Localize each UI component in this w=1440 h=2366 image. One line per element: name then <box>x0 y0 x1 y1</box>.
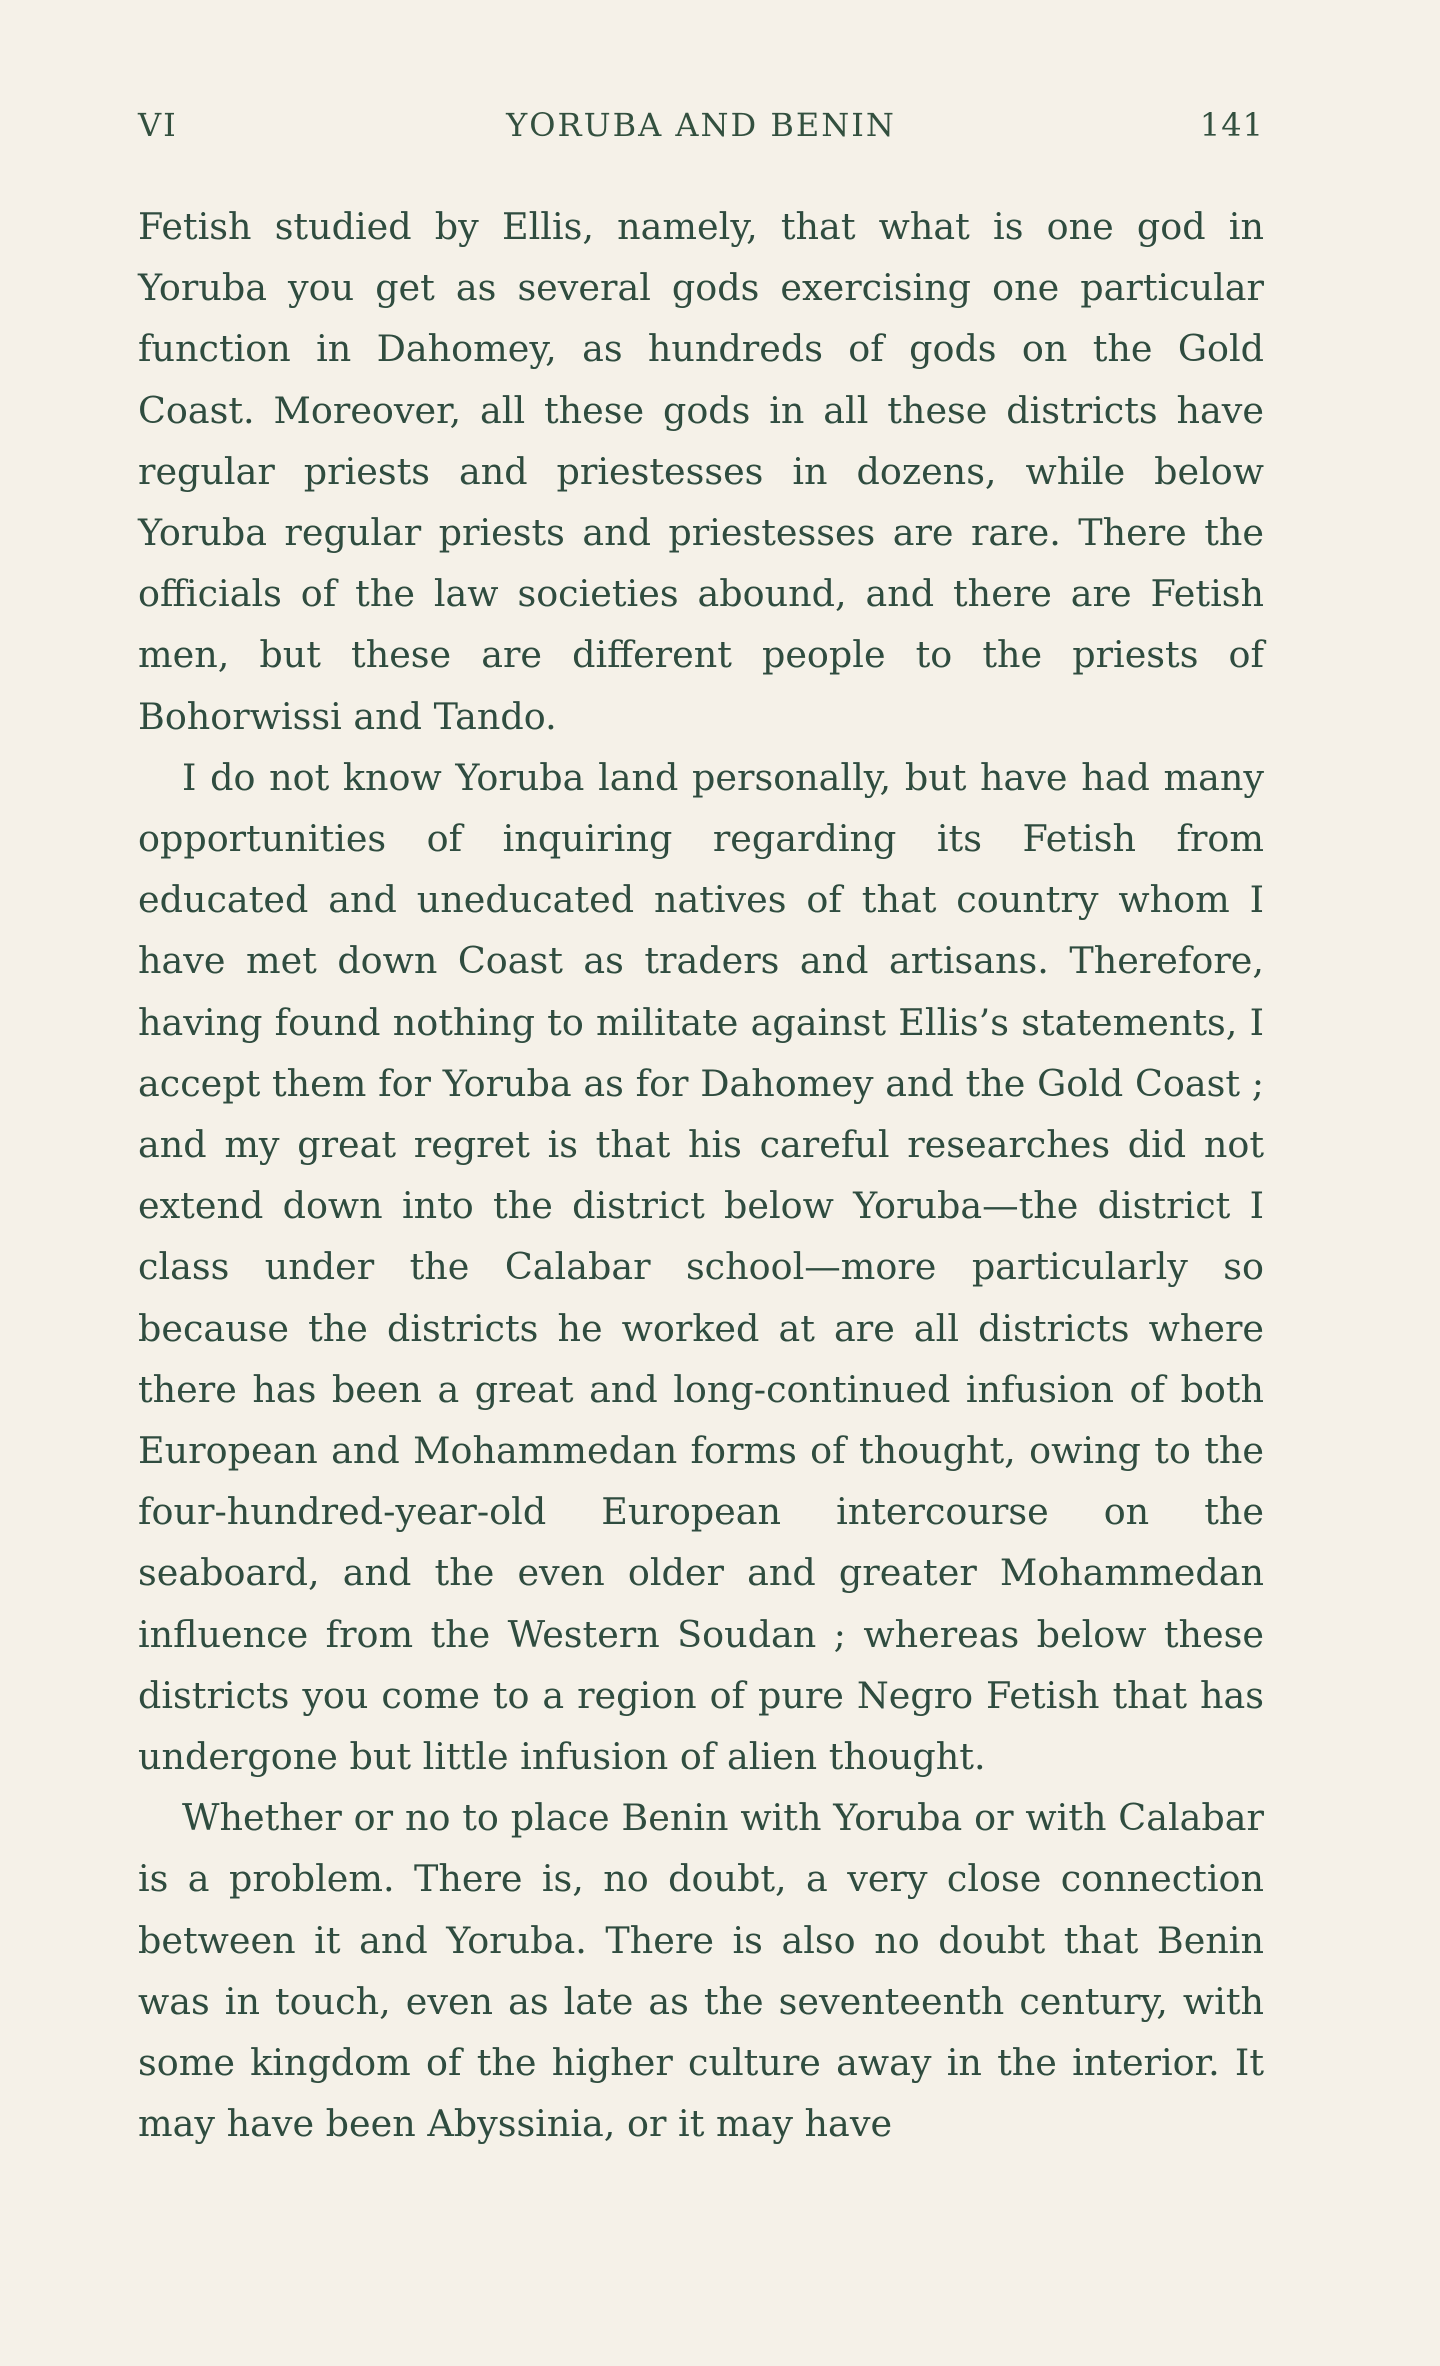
running-title: YORUBA AND BENIN <box>506 106 896 144</box>
running-head <box>138 106 1264 158</box>
paragraph: I do not know Yoruba land personally, but have had many opportunities of inquiring regarding its Fetish from educated and uneducated natives of that country whom I have met down Coast as traders and artisans. Therefore, having found nothing to militate against Ellis’s statements, I accept them for Yoruba as for Dahomey and the Gold Coast ; and my great regret is that his careful researches did not extend down into the district below Yoruba—the district I class under the Calabar school—more particularly so because the districts he worked at are all districts where there has been a great and long-continued infusion of both European and Mohammedan forms of thought, owing to the four-hundred-year-old European intercourse on the seaboard, and the even older and greater Mohammedan influence from the Western Soudan ; whereas below these districts you come to a region of pure Negro Fetish that has undergone but little infusion of alien thought. <box>138 755 1264 1779</box>
book-page <box>138 106 1264 2155</box>
chapter-number: VI <box>138 106 178 144</box>
body-text <box>138 196 1264 2155</box>
paragraph-continued: Fetish studied by Ellis, namely, that what is one god in Yoruba you get as several gods exercising one particular function in Dahomey, as hundreds of gods on the Gold Coast. Moreover, all these gods in all these districts have regular priests and priestesses in dozens, while below Yoruba regular priests and priestesses are rare. There the officials of the law societies abound, and there are Fetish men, but these are different people to the priests of Bohorwissi and Tando. <box>138 205 1264 738</box>
page-number: 141 <box>1199 106 1264 144</box>
paragraph: Whether or no to place Benin with Yoruba or with Calabar is a problem. There is, no doubt, a very close connection between it and Yoruba. There is also no doubt that Benin was in touch, even as late as the seventeenth century, with some kingdom of the higher culture away in the interior. It may have been Abyssinia, or it may have <box>138 1796 1264 2146</box>
